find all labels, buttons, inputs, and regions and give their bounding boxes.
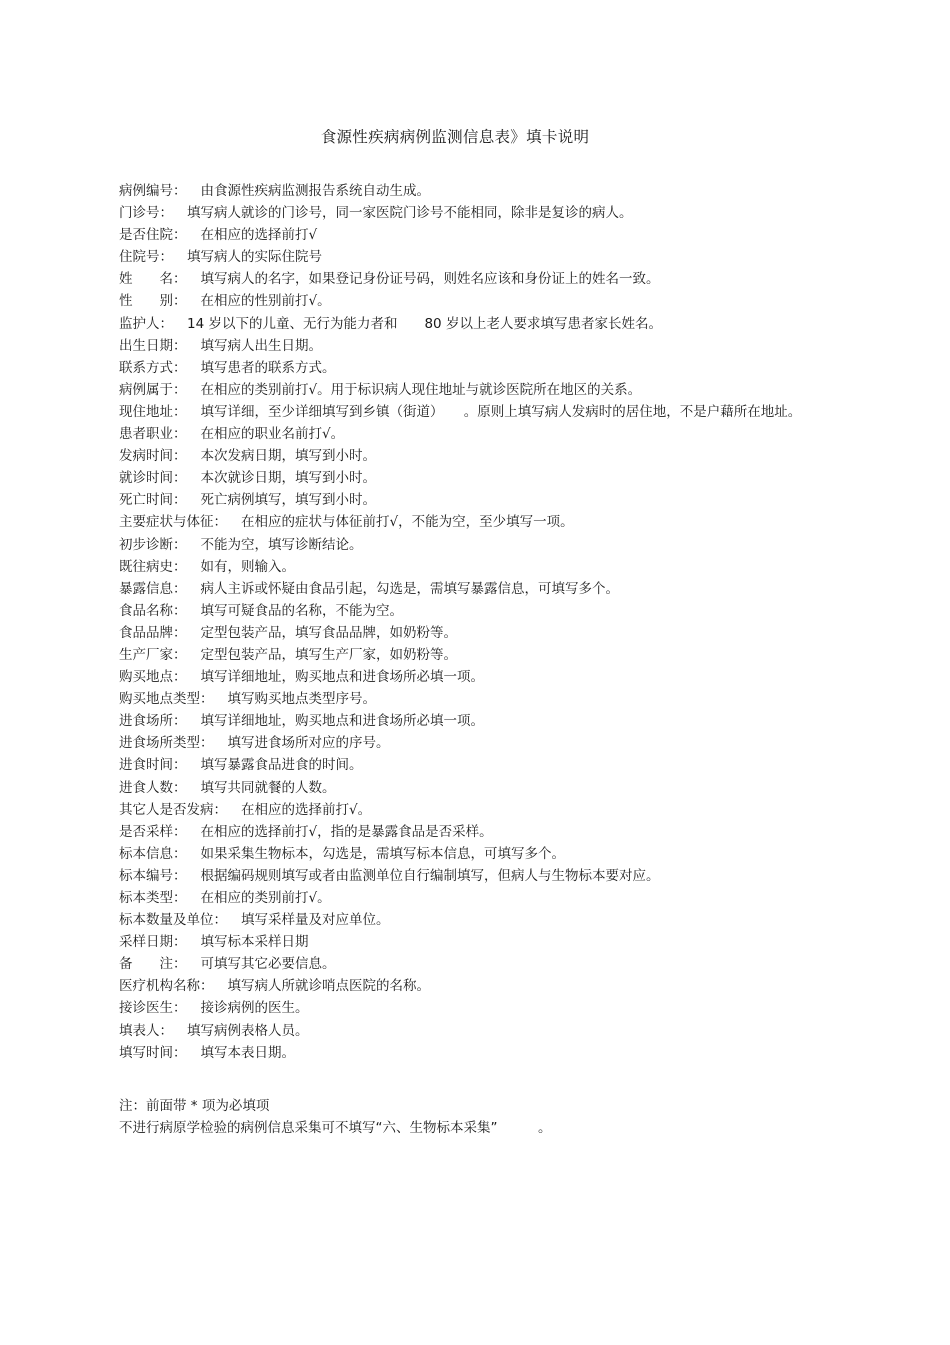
field-description: 填写购买地点类型序号。 (227, 691, 376, 708)
field-description: 如有，则输入。 (200, 558, 295, 575)
instruction-item (119, 401, 831, 423)
field-description: 14 岁以下的儿童、无行为能力者和 80 岁以上老人要求填写患者家长姓名。 (187, 315, 662, 332)
field-description: 不能为空，填写诊断结论。 (200, 536, 363, 553)
instruction-item (119, 379, 831, 401)
instruction-item (119, 799, 831, 821)
notes-section (119, 1095, 831, 1139)
instruction-item (119, 710, 831, 732)
instruction-item (119, 732, 831, 754)
field-label: 姓 名： (119, 271, 187, 288)
instruction-item (119, 777, 831, 799)
instruction-item (119, 600, 831, 622)
instruction-item (119, 865, 831, 887)
instruction-item (119, 843, 831, 865)
field-description: 可填写其它必要信息。 (200, 956, 336, 973)
instruction-item (119, 489, 831, 511)
field-description: 如果采集生物标本，勾选是，需填写标本信息，可填写多个。 (200, 845, 565, 862)
field-description: 填写共同就餐的人数。 (200, 779, 336, 796)
field-label: 采样日期： (119, 934, 187, 951)
field-label: 购买地点： (119, 669, 187, 686)
instruction-item (119, 1020, 831, 1042)
field-description: 本次就诊日期，填写到小时。 (200, 470, 376, 487)
field-label: 出生日期： (119, 337, 187, 354)
field-description: 填写进食场所对应的序号。 (227, 735, 390, 752)
field-description: 填写病人出生日期。 (200, 337, 322, 354)
field-description: 填写暴露食品进食的时间。 (200, 757, 363, 774)
field-description: 在相应的性别前打√。 (200, 293, 331, 310)
field-description: 定型包装产品，填写生产厂家，如奶粉等。 (200, 646, 457, 663)
instruction-item (119, 268, 831, 290)
field-label: 住院号： (119, 249, 173, 266)
field-label: 标本信息： (119, 845, 187, 862)
note-line: 不进行病原学检验的病例信息采集可不填写“六、生物标本采集” 。 (119, 1120, 552, 1136)
instruction-item (119, 313, 831, 335)
instruction-item (119, 246, 831, 268)
field-label: 接诊医生： (119, 1000, 187, 1017)
field-label: 进食场所： (119, 713, 187, 730)
field-label: 进食时间： (119, 757, 187, 774)
field-label: 备 注： (119, 956, 187, 973)
field-description: 填写病人的实际住院号 (187, 249, 322, 266)
field-label: 既往病史： (119, 558, 187, 575)
field-description: 填写病人所就诊哨点医院的名称。 (227, 978, 430, 995)
field-label: 病例属于： (119, 381, 187, 398)
field-label: 是否住院： (119, 227, 187, 244)
instruction-item (119, 290, 831, 312)
instruction-item (119, 975, 831, 997)
field-description: 填写患者的联系方式。 (200, 359, 336, 376)
field-label: 是否采样： (119, 823, 187, 840)
field-label: 死亡时间： (119, 492, 187, 509)
instruction-item (119, 534, 831, 556)
instruction-item (119, 180, 831, 202)
field-description: 填写采样量及对应单位。 (241, 912, 390, 929)
field-label: 填表人： (119, 1022, 173, 1039)
field-label: 其它人是否发病： (119, 801, 227, 818)
field-description: 填写病例表格人员。 (187, 1022, 309, 1039)
field-label: 生产厂家： (119, 646, 187, 663)
field-description: 填写本表日期。 (200, 1044, 295, 1061)
field-description: 定型包装产品，填写食品品牌，如奶粉等。 (200, 624, 457, 641)
field-description: 本次发病日期，填写到小时。 (200, 448, 376, 465)
instruction-item (119, 423, 831, 445)
field-label: 现住地址： (119, 403, 187, 420)
field-description: 填写标本采样日期 (200, 934, 309, 951)
field-label: 病例编号： (119, 183, 187, 199)
field-description: 在相应的症状与体征前打√，不能为空，至少填写一项。 (241, 514, 574, 531)
field-label: 填写时间： (119, 1044, 187, 1061)
instruction-item (119, 224, 831, 246)
instruction-item (119, 511, 831, 533)
instruction-item (119, 953, 831, 975)
field-description: 在相应的选择前打√。 (241, 801, 372, 818)
field-label: 初步诊断： (119, 536, 187, 553)
instruction-item (119, 821, 831, 843)
field-label: 食品品牌： (119, 624, 187, 641)
instruction-item (119, 445, 831, 467)
field-description: 填写详细地址，购买地点和进食场所必填一项。 (200, 713, 484, 730)
instruction-list (119, 180, 831, 1064)
field-description: 接诊病例的医生。 (200, 1000, 309, 1017)
field-label: 医疗机构名称： (119, 978, 214, 995)
instruction-item (119, 578, 831, 600)
field-description: 病人主诉或怀疑由食品引起，勾选是，需填写暴露信息，可填写多个。 (200, 580, 619, 597)
field-label: 暴露信息： (119, 580, 187, 597)
field-label: 联系方式： (119, 359, 187, 376)
field-description: 在相应的选择前打√，指的是暴露食品是否采样。 (200, 823, 493, 840)
field-description: 在相应的职业名前打√。 (200, 426, 345, 443)
instruction-item (119, 754, 831, 776)
field-label: 患者职业： (119, 426, 187, 443)
field-label: 标本类型： (119, 890, 187, 906)
field-description: 在相应的选择前打√ (200, 227, 318, 244)
field-description: 由食源性疾病监测报告系统自动生成。 (200, 183, 430, 199)
instruction-item (119, 622, 831, 644)
field-label: 进食人数： (119, 779, 187, 796)
instruction-item (119, 909, 831, 931)
field-label: 食品名称： (119, 602, 187, 619)
field-label: 进食场所类型： (119, 735, 214, 752)
instruction-item (119, 644, 831, 666)
field-description: 在相应的类别前打√。 (200, 890, 331, 906)
field-description: 死亡病例填写，填写到小时。 (200, 492, 376, 509)
instruction-item (119, 997, 831, 1019)
field-label: 门诊号： (119, 205, 173, 222)
field-label: 发病时间： (119, 448, 187, 465)
instruction-item (119, 688, 831, 710)
field-description: 填写详细地址，购买地点和进食场所必填一项。 (200, 669, 484, 686)
field-description: 填写病人就诊的门诊号，同一家医院门诊号不能相同，除非是复诊的病人。 (187, 205, 633, 222)
instruction-item (119, 666, 831, 688)
field-label: 主要症状与体征： (119, 514, 227, 531)
field-label: 就诊时间： (119, 470, 187, 487)
instruction-item (119, 357, 831, 379)
field-label: 购买地点类型： (119, 691, 214, 708)
instruction-item (119, 1042, 831, 1064)
note-line: 注：前面带 * 项为必填项 (119, 1098, 270, 1114)
field-description: 填写病人的名字，如果登记身份证号码，则姓名应该和身份证上的姓名一致。 (200, 271, 660, 288)
instruction-item (119, 556, 831, 578)
field-description: 根据编码规则填写或者由监测单位自行编制填写，但病人与生物标本要对应。 (200, 867, 660, 884)
document-title: 食源性疾病病例监测信息表》填卡说明 (320, 128, 590, 146)
instruction-item (119, 335, 831, 357)
field-description: 在相应的类别前打√。用于标识病人现住地址与就诊医院所在地区的关系。 (200, 381, 642, 398)
instruction-item (119, 467, 831, 489)
field-label: 标本数量及单位： (119, 912, 227, 929)
field-label: 性 别： (119, 293, 187, 310)
instruction-item (119, 931, 831, 953)
field-label: 标本编号： (119, 867, 187, 884)
field-description: 填写可疑食品的名称，不能为空。 (200, 602, 403, 619)
field-label: 监护人： (119, 315, 173, 332)
instruction-item (119, 887, 831, 909)
instruction-item (119, 202, 831, 224)
field-description: 填写详细，至少详细填写到乡镇（街道） 。原则上填写病人发病时的居住地，不是户藉所在地址。 (200, 403, 802, 420)
